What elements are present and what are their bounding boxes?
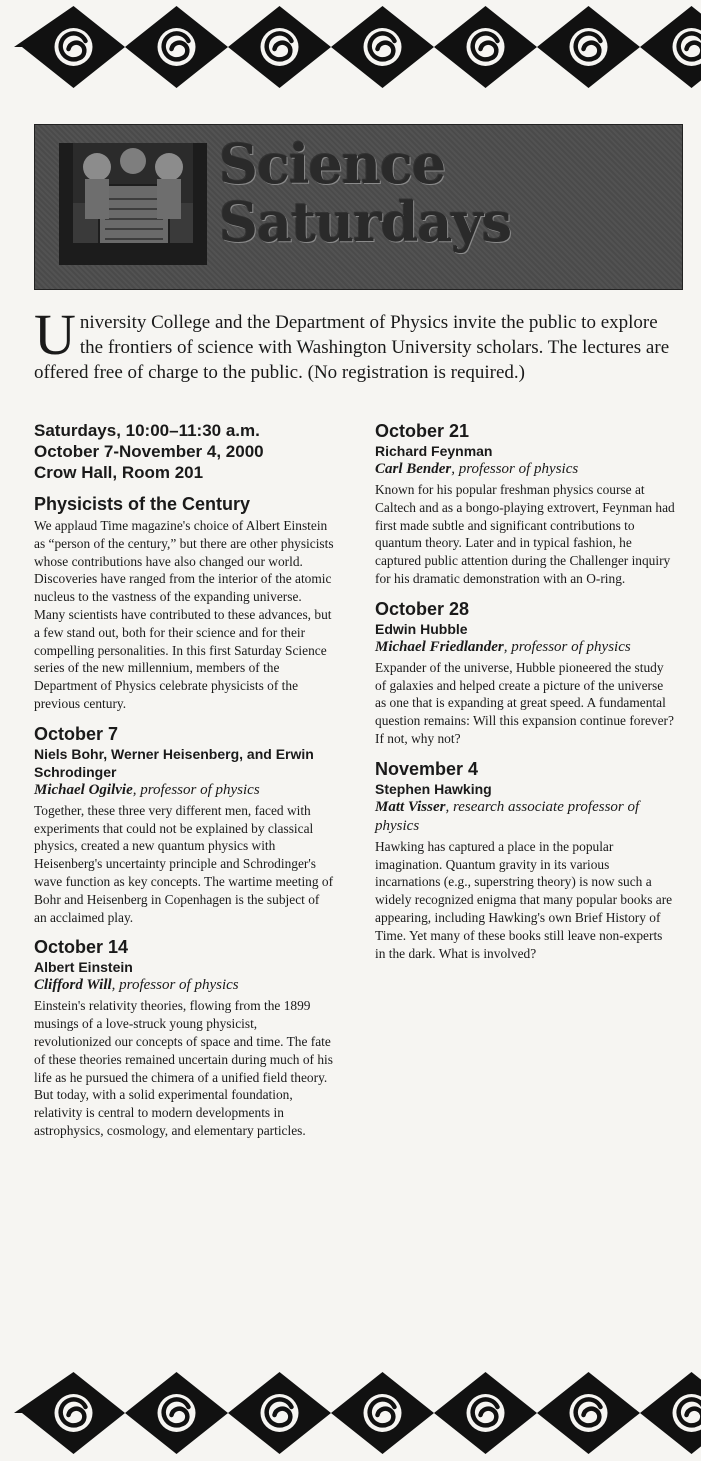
schedule-dates: October 7-November 4, 2000 [34, 441, 334, 462]
top-decorative-border [0, 0, 701, 95]
speaker-name: Carl Bender [375, 461, 451, 477]
schedule-location: Crow Hall, Room 201 [34, 462, 334, 483]
lecture-oct-7 [34, 723, 334, 927]
series-intro [34, 493, 334, 713]
right-column [375, 420, 675, 972]
speaker-name: Matt Visser [375, 799, 445, 815]
lecture-oct-14 [34, 936, 334, 1139]
speaker-title: , research associate professor of physics [375, 799, 639, 834]
intro-text: niversity College and the Department of Physics invite the public to explore the frontiers of science with Washington University scholars. The lectures are offered free of charge to the public. (No registration is required.) [34, 312, 669, 383]
lecture-oct-28 [375, 598, 675, 748]
lecture-subject: Stephen Hawking [375, 780, 675, 798]
speaker-name: Michael Ogilvie [34, 782, 133, 798]
banner-title-line2: Saturdays [219, 190, 511, 254]
speaker-title: , professor of physics [112, 977, 239, 993]
banner-title-line1: Science [219, 132, 445, 196]
banner-title [219, 135, 511, 251]
series-heading: Physicists of the Century [34, 493, 334, 515]
left-column [34, 420, 334, 1150]
sculpture-photo [59, 143, 207, 265]
speaker-title: , professor of physics [504, 639, 631, 655]
speaker-title: , professor of physics [451, 461, 578, 477]
lecture-subject: Albert Einstein [34, 958, 334, 976]
speaker-name: Clifford Will [34, 977, 112, 993]
lecture-speaker [34, 976, 334, 995]
lecture-nov-4 [375, 758, 675, 963]
intro-paragraph [34, 310, 674, 385]
lecture-subject: Niels Bohr, Werner Heisenberg, and Erwin Schrodinger [34, 745, 334, 781]
lecture-subject: Richard Feynman [375, 442, 675, 460]
banner [34, 124, 683, 290]
lecture-speaker [375, 638, 675, 657]
lecture-speaker [375, 798, 675, 836]
lecture-description: Expander of the universe, Hubble pioneered the study of galaxies and helped create a picture of the universe as one that is expanding at great speed. A fundamental question remains: Will this expansion continue forever? If not, why not? [375, 659, 675, 748]
lecture-date: November 4 [375, 758, 675, 780]
speaker-title: , professor of physics [133, 782, 260, 798]
lecture-description: Together, these three very different men, faced with experiments that could not be explained by classical physics, created a new quantum physics with Heisenberg's uncertainty principle and Schrodinger's wave function as key concepts. The wartime meeting of Bohr and Heisenberg in Copenhagen is the subject of an acclaimed play. [34, 802, 334, 927]
lecture-date: October 21 [375, 420, 675, 442]
lecture-speaker [375, 460, 675, 479]
lecture-subject: Edwin Hubble [375, 620, 675, 638]
schedule-info [34, 420, 334, 483]
lecture-date: October 7 [34, 723, 334, 745]
lecture-date: October 14 [34, 936, 334, 958]
lecture-oct-21 [375, 420, 675, 588]
lecture-description: Known for his popular freshman physics course at Caltech and as a bongo-playing extrovert, Feynman had first made subtle and significant contributions to quantum theory. Later and in typical fashion, he captured public attention during the Challenger inquiry for his dramatic demonstration with an O-ring. [375, 481, 675, 588]
lecture-description: Einstein's relativity theories, flowing from the 1899 musings of a love-struck young physicist, revolutionized our concepts of space and time. The fate of these theories remained uncertain during much of his life as he pursued the chimera of a unified field theory. But today, with a solid experimental foundation, relativity is central to modern developments in astrophysics, cosmology, and elementary particles. [34, 997, 334, 1139]
lecture-speaker [34, 781, 334, 800]
speaker-name: Michael Friedlander [375, 639, 504, 655]
series-body: We applaud Time magazine's choice of Albert Einstein as “person of the century,” but there are other physicists whose contributions have also changed our world. Discoveries have ranged from the interior of the atomic nucleus to the vastness of the expanding universe. Many scientists have contributed to these advances, but a few stand out, both for their science and for their compelling personalities. In this first Saturday Science series of the new millennium, members of the Department of Physics celebrate physicists of the previous century. [34, 517, 334, 713]
intro-dropcap: U [34, 310, 80, 358]
lecture-description: Hawking has captured a place in the popular imagination. Quantum gravity in its various incarnations (e.g., superstring theory) is now such a widely recognized enigma that many popular books are appearing, including Hawking's own Brief History of Time. Yet many of these books still leave non-experts in the dark. What is involved? [375, 838, 675, 963]
lecture-date: October 28 [375, 598, 675, 620]
bottom-decorative-border [0, 1366, 701, 1461]
schedule-time: Saturdays, 10:00–11:30 a.m. [34, 420, 334, 441]
